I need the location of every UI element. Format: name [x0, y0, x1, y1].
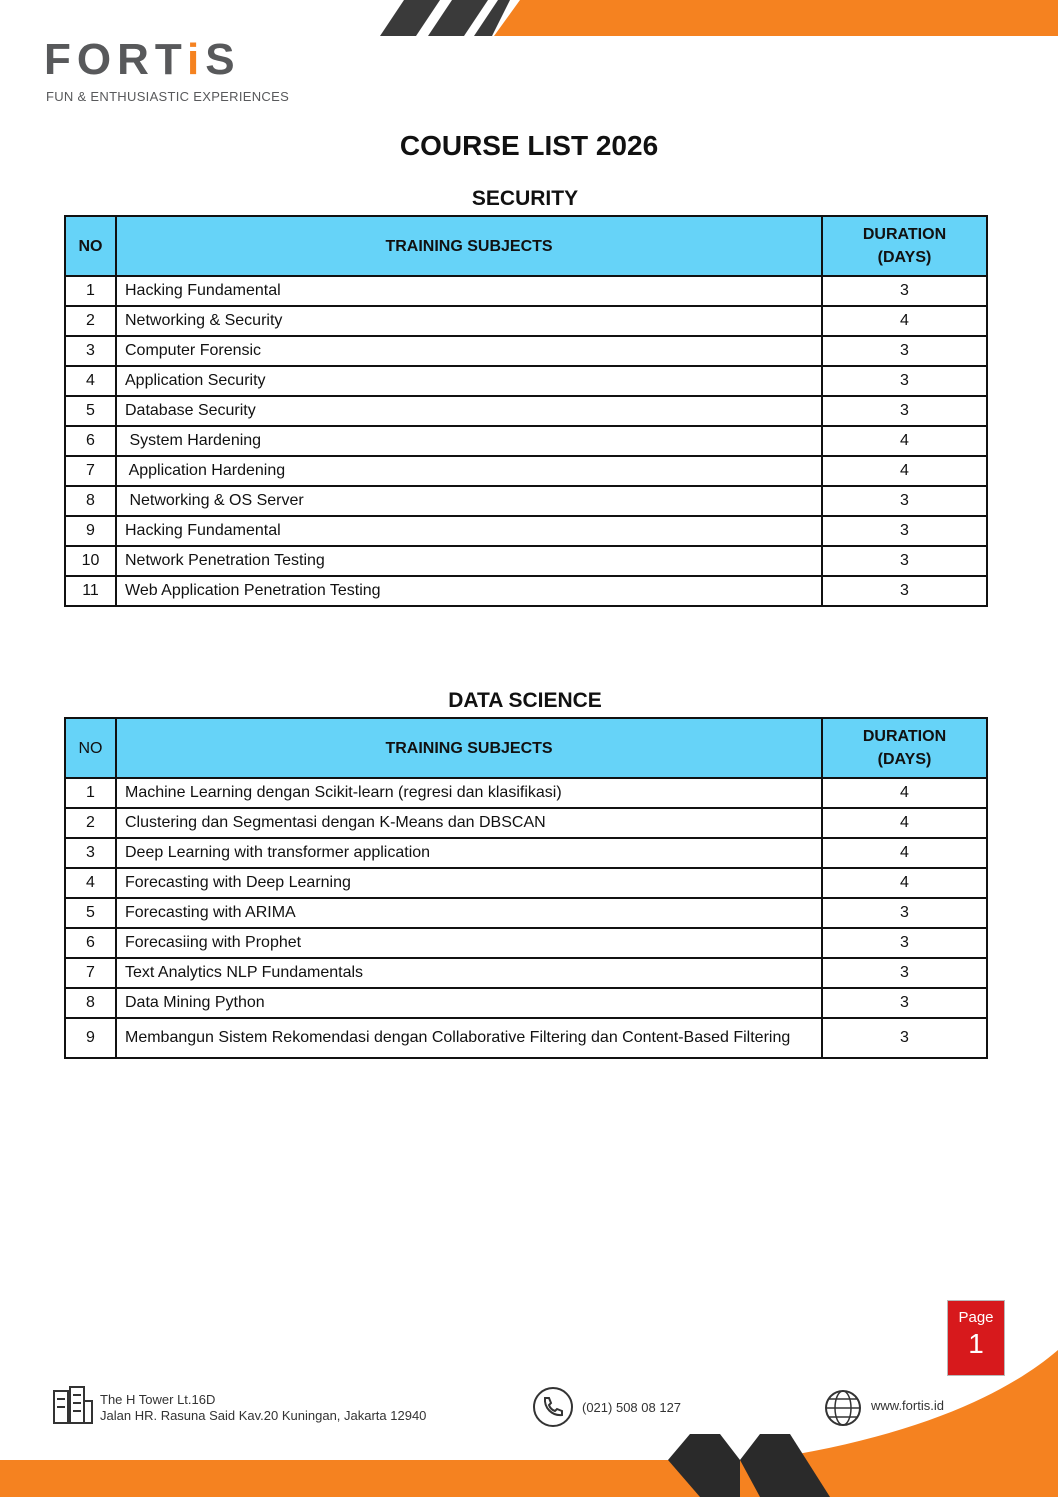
page-label: Page	[958, 1309, 994, 1326]
table-row	[65, 868, 987, 898]
document-title: COURSE LIST 2026	[399, 130, 659, 161]
table-row	[65, 576, 987, 606]
row-duration: 4	[822, 426, 987, 456]
data-science-course-table	[64, 717, 988, 1059]
page-number-badge	[947, 1300, 1005, 1376]
row-subject: Hacking Fundamental	[116, 276, 822, 306]
security-course-table	[64, 215, 988, 607]
footer-website: www.fortis.id	[871, 1398, 944, 1413]
row-duration: 3	[822, 1018, 987, 1058]
row-number: 11	[65, 576, 116, 606]
row-subject: Forecasting with ARIMA	[116, 898, 822, 928]
row-subject: Data Mining Python	[116, 988, 822, 1018]
table-row	[65, 928, 987, 958]
row-number: 8	[65, 988, 116, 1018]
table-row	[65, 516, 987, 546]
row-number: 6	[65, 928, 116, 958]
table-row	[65, 366, 987, 396]
row-duration: 3	[822, 336, 987, 366]
row-number: 1	[65, 778, 116, 808]
row-duration: 3	[822, 516, 987, 546]
table-row	[65, 336, 987, 366]
row-duration: 3	[822, 958, 987, 988]
page-number: 1	[968, 1328, 984, 1359]
table-row	[65, 1018, 987, 1058]
header-duration: DURATION (DAYS)	[822, 718, 987, 778]
row-duration: 3	[822, 486, 987, 516]
row-duration: 4	[822, 456, 987, 486]
row-subject: Network Penetration Testing	[116, 546, 822, 576]
row-duration: 4	[822, 868, 987, 898]
row-duration: 4	[822, 778, 987, 808]
row-number: 9	[65, 516, 116, 546]
row-duration: 3	[822, 396, 987, 426]
row-number: 4	[65, 868, 116, 898]
row-duration: 3	[822, 576, 987, 606]
row-number: 2	[65, 306, 116, 336]
row-subject: Web Application Penetration Testing	[116, 576, 822, 606]
row-number: 7	[65, 456, 116, 486]
table-row	[65, 778, 987, 808]
row-subject: Computer Forensic	[116, 336, 822, 366]
header-duration: DURATION (DAYS)	[822, 216, 987, 276]
section-title-security: SECURITY	[471, 187, 579, 210]
row-number: 4	[65, 366, 116, 396]
row-subject: Hacking Fundamental	[116, 516, 822, 546]
row-subject: Text Analytics NLP Fundamentals	[116, 958, 822, 988]
row-number: 8	[65, 486, 116, 516]
row-subject: Clustering dan Segmentasi dengan K-Means dan DBSCAN	[116, 808, 822, 838]
row-subject: Forecasting with Deep Learning	[116, 868, 822, 898]
table-row	[65, 426, 987, 456]
row-subject: Application Security	[116, 366, 822, 396]
table-header-row	[65, 216, 987, 276]
footer-address: The H Tower Lt.16D Jalan HR. Rasuna Said Kav.20 Kuningan, Jakarta 12940	[100, 1392, 427, 1423]
row-subject: Application Hardening	[116, 456, 822, 486]
row-subject: Networking & OS Server	[116, 486, 822, 516]
row-subject: Membangun Sistem Rekomendasi dengan Collaborative Filtering dan Content-Based Filtering	[116, 1018, 822, 1058]
table-row	[65, 838, 987, 868]
row-number: 1	[65, 276, 116, 306]
table-header-row	[65, 718, 987, 778]
header-training-subjects: TRAINING SUBJECTS	[116, 718, 822, 778]
row-subject: Deep Learning with transformer application	[116, 838, 822, 868]
row-duration: 4	[822, 306, 987, 336]
table-row	[65, 276, 987, 306]
footer-phone: (021) 508 08 127	[582, 1400, 682, 1415]
table-row	[65, 456, 987, 486]
row-number: 9	[65, 1018, 116, 1058]
row-subject: Database Security	[116, 396, 822, 426]
row-number: 7	[65, 958, 116, 988]
table-row	[65, 898, 987, 928]
table-row	[65, 396, 987, 426]
row-number: 6	[65, 426, 116, 456]
section-title-data-science: DATA SCIENCE	[448, 689, 602, 712]
row-duration: 3	[822, 898, 987, 928]
row-duration: 4	[822, 808, 987, 838]
row-number: 3	[65, 336, 116, 366]
row-duration: 3	[822, 366, 987, 396]
header-no: NO	[65, 718, 116, 778]
row-subject: System Hardening	[116, 426, 822, 456]
row-duration: 3	[822, 276, 987, 306]
row-subject: Networking & Security	[116, 306, 822, 336]
header-no: NO	[65, 216, 116, 276]
table-row	[65, 486, 987, 516]
table-row	[65, 958, 987, 988]
table-row	[65, 988, 987, 1018]
logo-tagline: FUN & ENTHUSIASTIC EXPERIENCES	[46, 89, 290, 104]
row-duration: 4	[822, 838, 987, 868]
table-row	[65, 546, 987, 576]
row-number: 5	[65, 396, 116, 426]
building-icon	[52, 1385, 94, 1425]
row-duration: 3	[822, 546, 987, 576]
table-row	[65, 306, 987, 336]
header-training-subjects: TRAINING SUBJECTS	[116, 216, 822, 276]
phone-icon	[532, 1386, 574, 1428]
row-duration: 3	[822, 988, 987, 1018]
row-number: 10	[65, 546, 116, 576]
company-logo: FORTiS	[44, 35, 241, 84]
row-subject: Forecasiing with Prophet	[116, 928, 822, 958]
row-subject: Machine Learning dengan Scikit-learn (regresi dan klasifikasi)	[116, 778, 822, 808]
row-number: 2	[65, 808, 116, 838]
globe-icon	[824, 1389, 862, 1427]
row-number: 5	[65, 898, 116, 928]
table-row	[65, 808, 987, 838]
row-number: 3	[65, 838, 116, 868]
row-duration: 3	[822, 928, 987, 958]
